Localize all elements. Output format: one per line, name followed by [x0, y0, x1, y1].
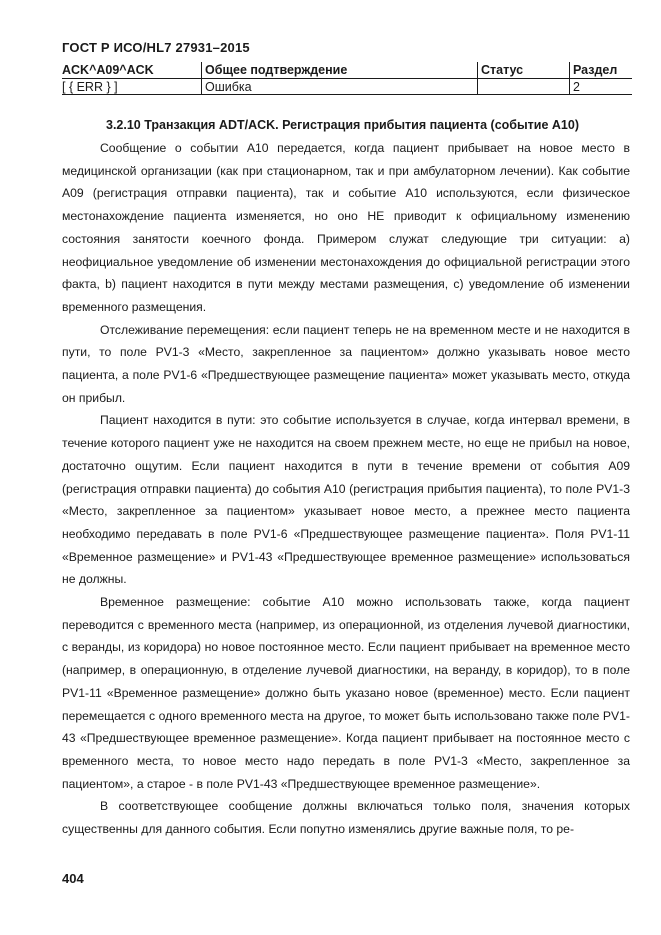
paragraph-in-transit: Пациент находится в пути: это событие используется в случае, когда интервал времени, в течение которого пациент уже не находится на своем прежнем месте, но еще не прибыл на новое, достаточно ощутим. Если пациент находится в пути в течение времени от события A09 (регистрация отправки пациента) до события A10 (регистрация прибытия пациента), то поле PV1-3 «Место, закрепленное за пациентом» указывает новое место, а прежнее место пациента необходимо передавать в поле PV1-6 «Предшествующее размещение пациента». Поля PV1-11 «Временное размещение» и PV1-43 «Предшествующее временное размещение» использоваться не должны. — [62, 413, 630, 587]
segment-cell: [ { ERR } ] — [62, 79, 202, 95]
description-cell: Ошибка — [202, 79, 478, 95]
column-header-status: Статус — [478, 62, 570, 79]
table-row — [62, 79, 632, 95]
paragraph-tracking: Отслеживание перемещения: если пациент теперь не на временном месте и не находится в пути, то поле PV1-3 «Место, закрепленное за пациентом» должно указывать новое место пациента, а поле PV1-6 «Предшествующее размещение пациента» может указывать место, откуда он прибыл. — [62, 322, 630, 405]
body-text — [62, 137, 630, 841]
table-header-row — [62, 62, 632, 79]
section-cell: 2 — [570, 79, 633, 95]
document-header: ГОСТ Р ИСО/HL7 27931–2015 — [62, 40, 250, 55]
message-segment-table — [62, 62, 632, 95]
status-cell — [478, 79, 570, 95]
paragraph-intro: Сообщение о событии A10 передается, когда пациент прибывает на новое место в медицинской организации (как при стационарном, так и при амбулаторном лечении). Как событие A09 (регистрация отправки пациента), так и событие A10 используются, если физическое местонахождение пациента изменяется, но оно НЕ приводит к официальному изменению состояния занятости коечного фонда. Примером служат следующие три ситуации: а) неофициальное уведомление об изменении местонахождения до официальной регистрации этого факта, b) пациент находится в пути между местами размещения, с) уведомление об изменении временного размещения. — [62, 141, 630, 314]
section-heading: 3.2.10 Транзакция ADT/ACK. Регистрация прибытия пациента (событие A10) — [106, 118, 579, 132]
paragraph-temporary: Временное размещение: событие A10 можно использовать также, когда пациент переводится с временного места (например, из операционной, из отделения лучевой диагностики, с веранды, из коридора) но новое постоянное место. Если пациент прибывает на временное место (например, в операционную, в отделение лучевой диагностики, на веранду, в коридор), то в поле PV1-11 «Временное размещение» должно быть указано новое (временное) место. Если пациент перемещается с одного временного места на другое, то может быть использовано также поле PV1-43 «Предшествующее временное размещение». Когда пациент прибывает на постоянное место с временного места, то новое место надо передать в поле PV1-3 «Место, закрепленное за пациентом», а старое - в поле PV1-43 «Предшествующее временное размещение». — [62, 595, 630, 791]
page-number: 404 — [62, 871, 84, 886]
column-header-description: Общее подтверждение — [202, 62, 478, 79]
column-header-message: ACK^A09^ACK — [62, 62, 202, 79]
column-header-section: Раздел — [570, 62, 633, 79]
paragraph-fields: В соответствующее сообщение должны включаться только поля, значения которых существенны для данного события. Если попутно изменялись другие важные поля, то ре- — [62, 799, 630, 837]
